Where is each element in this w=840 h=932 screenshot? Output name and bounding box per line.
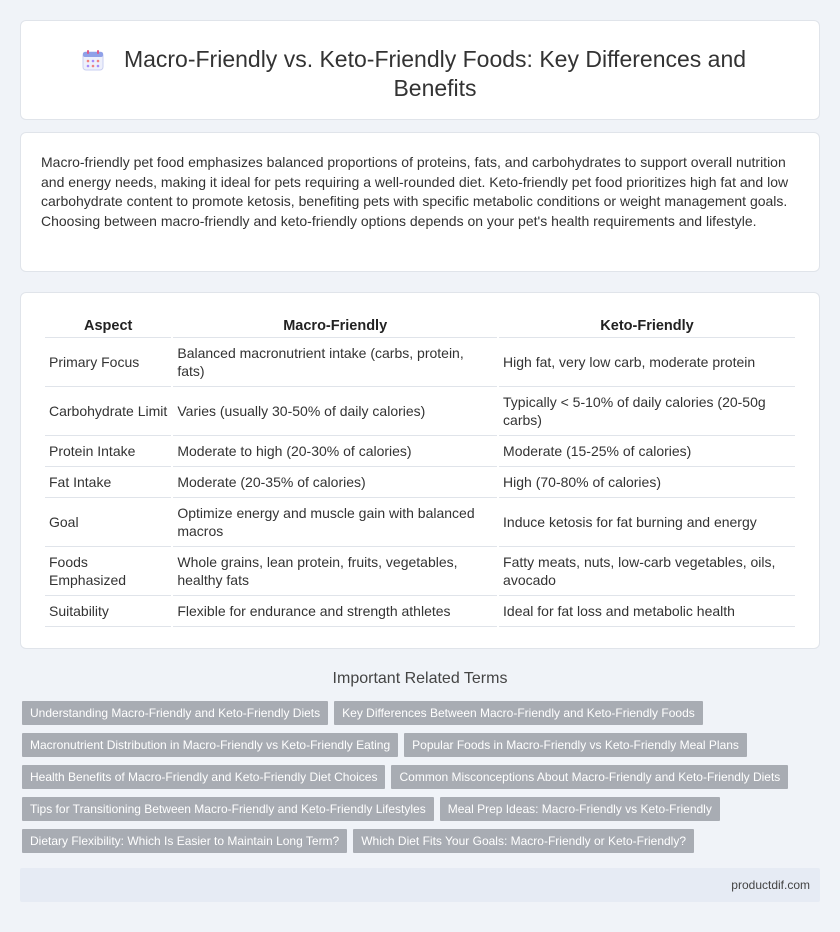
table-cell: Fatty meats, nuts, low-carb vegetables, oils, avocado bbox=[499, 547, 795, 596]
table-row bbox=[45, 387, 795, 436]
table-row bbox=[45, 467, 795, 498]
table-cell: Whole grains, lean protein, fruits, vegetables, healthy fats bbox=[173, 547, 497, 596]
title-card bbox=[20, 20, 820, 120]
comparison-table bbox=[43, 313, 797, 627]
related-term-link[interactable]: Popular Foods in Macro-Friendly vs Keto-Friendly Meal Plans bbox=[404, 733, 747, 757]
table-row bbox=[45, 498, 795, 547]
column-header: Keto-Friendly bbox=[499, 313, 795, 338]
column-header: Aspect bbox=[45, 313, 171, 338]
table-cell: High fat, very low carb, moderate protein bbox=[499, 338, 795, 387]
table-cell: High (70-80% of calories) bbox=[499, 467, 795, 498]
table-cell: Ideal for fat loss and metabolic health bbox=[499, 596, 795, 627]
table-cell: Foods Emphasized bbox=[45, 547, 171, 596]
table-cell: Induce ketosis for fat burning and energy bbox=[499, 498, 795, 547]
table-cell: Balanced macronutrient intake (carbs, protein, fats) bbox=[173, 338, 497, 387]
table-row bbox=[45, 436, 795, 467]
related-term-link[interactable]: Tips for Transitioning Between Macro-Friendly and Keto-Friendly Lifestyles bbox=[22, 797, 434, 821]
table-cell: Moderate (15-25% of calories) bbox=[499, 436, 795, 467]
table-cell: Moderate (20-35% of calories) bbox=[173, 467, 497, 498]
table-row bbox=[45, 338, 795, 387]
related-term-link[interactable]: Macronutrient Distribution in Macro-Friendly vs Keto-Friendly Eating bbox=[22, 733, 398, 757]
related-term-link[interactable]: Meal Prep Ideas: Macro-Friendly vs Keto-Friendly bbox=[440, 797, 720, 821]
table-cell: Carbohydrate Limit bbox=[45, 387, 171, 436]
intro-paragraph: Macro-friendly pet food emphasizes balanced proportions of proteins, fats, and carbohydrates to support overall nutrition and energy needs, making it ideal for pets requiring a well-rounded diet. Keto-friendly pet food prioritizes high fat and low carbohydrate content to promote ketosis, benefiting pets with specific metabolic conditions or weight management goals. Choosing between macro-friendly and keto-friendly options depends on your pet's health requirements and lifestyle. bbox=[41, 154, 789, 230]
footer-site-link[interactable]: productdif.com bbox=[731, 878, 810, 892]
table-cell: Primary Focus bbox=[45, 338, 171, 387]
related-term-link[interactable]: Which Diet Fits Your Goals: Macro-Friendly or Keto-Friendly? bbox=[353, 829, 694, 853]
table-cell: Moderate to high (20-30% of calories) bbox=[173, 436, 497, 467]
table-cell: Fat Intake bbox=[45, 467, 171, 498]
table-cell: Varies (usually 30-50% of daily calories) bbox=[173, 387, 497, 436]
table-cell: Suitability bbox=[45, 596, 171, 627]
table-cell: Typically < 5-10% of daily calories (20-50g carbs) bbox=[499, 387, 795, 436]
related-term-link[interactable]: Common Misconceptions About Macro-Friendly and Keto-Friendly Diets bbox=[391, 765, 788, 789]
related-term-link[interactable]: Key Differences Between Macro-Friendly and Keto-Friendly Foods bbox=[334, 701, 703, 725]
related-term-link[interactable]: Understanding Macro-Friendly and Keto-Friendly Diets bbox=[22, 701, 328, 725]
intro-card bbox=[20, 132, 820, 272]
table-header-row bbox=[45, 313, 795, 338]
related-term-link[interactable]: Health Benefits of Macro-Friendly and Keto-Friendly Diet Choices bbox=[22, 765, 385, 789]
related-terms-list bbox=[22, 701, 822, 861]
related-terms-heading: Important Related Terms bbox=[332, 670, 508, 687]
table-cell: Optimize energy and muscle gain with balanced macros bbox=[173, 498, 497, 547]
table-cell: Protein Intake bbox=[45, 436, 171, 467]
table-cell: Goal bbox=[45, 498, 171, 547]
comparison-table-card bbox=[20, 292, 820, 649]
related-term-link[interactable]: Dietary Flexibility: Which Is Easier to Maintain Long Term? bbox=[22, 829, 347, 853]
column-header: Macro-Friendly bbox=[173, 313, 497, 338]
table-row bbox=[45, 547, 795, 596]
table-cell: Flexible for endurance and strength athletes bbox=[173, 596, 497, 627]
table-row bbox=[45, 596, 795, 627]
page-title: Macro-Friendly vs. Keto-Friendly Foods: Key Differences and Benefits bbox=[123, 46, 747, 101]
footer bbox=[20, 868, 820, 902]
